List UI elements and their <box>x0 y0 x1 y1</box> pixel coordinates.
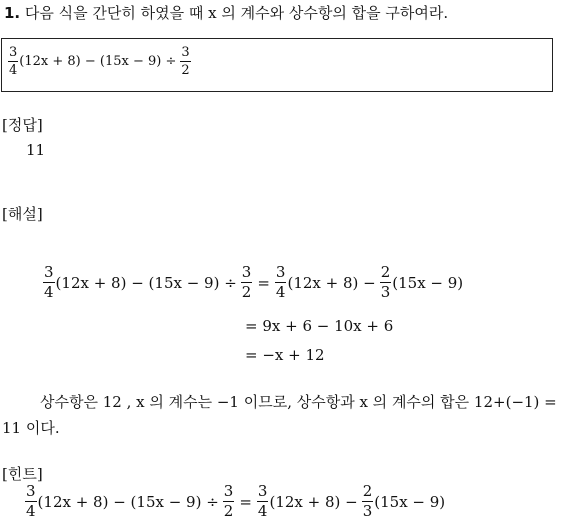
question-text: 다음 식을 간단히 하였을 때 x 의 계수와 상수항의 합을 구하여라. <box>24 4 449 22</box>
fraction-3-4: $\frac{3}{4}$ <box>257 482 268 520</box>
hint-expression: $\frac{3}{4}$ (12x + 8) − (15x − 9) ÷ $\frac{3}{2}$ = $\frac{3}{4}$ (12x + 8) − $\frac{2}{3}$ (15x − 9) <box>26 482 446 520</box>
fraction-3-4: $\frac{3}{4}$ <box>275 263 286 301</box>
fraction-3-2: $\frac{3}{2}$ <box>241 263 252 301</box>
fraction-3-4: $\frac{3}{4}$ <box>44 263 54 301</box>
answer-value: 11 <box>26 141 46 159</box>
fraction-3-4: $\frac{3}{4}$ <box>9 45 18 78</box>
solution-label: [해설] <box>2 205 43 223</box>
expression-body: (12x + 8) − (15x − 9) ÷ <box>19 54 177 69</box>
question-title <box>4 2 448 23</box>
solution-step-2: = 9x + 6 − 10x + 6 <box>245 317 394 335</box>
fraction-3-2: $\frac{3}{2}$ <box>181 45 190 78</box>
fraction-2-3: $\frac{2}{3}$ <box>362 482 373 520</box>
solution-step-1: $\frac{3}{4}$ (12x + 8) − (15x − 9) ÷ $\frac{3}{2}$ = $\frac{3}{4}$ (12x + 8) − $\frac{2}{3}$ (15x − 9) <box>44 263 464 301</box>
solution-explanation: 상수항은 12 , x 의 계수는 −1 이므로, 상수항과 x 의 계수의 합은 12+(−1) = 11 이다. <box>2 393 557 437</box>
fraction-3-2: $\frac{3}{2}$ <box>223 482 234 520</box>
answer-label: [정답] <box>2 116 43 134</box>
question-expression <box>7 46 192 77</box>
question-number: 1. <box>4 4 21 22</box>
solution-step-3: = −x + 12 <box>245 346 325 364</box>
fraction-3-4: $\frac{3}{4}$ <box>26 482 36 520</box>
fraction-2-3: $\frac{2}{3}$ <box>380 263 391 301</box>
question-expression-box <box>1 38 553 92</box>
hint-label: [힌트] <box>2 465 43 483</box>
